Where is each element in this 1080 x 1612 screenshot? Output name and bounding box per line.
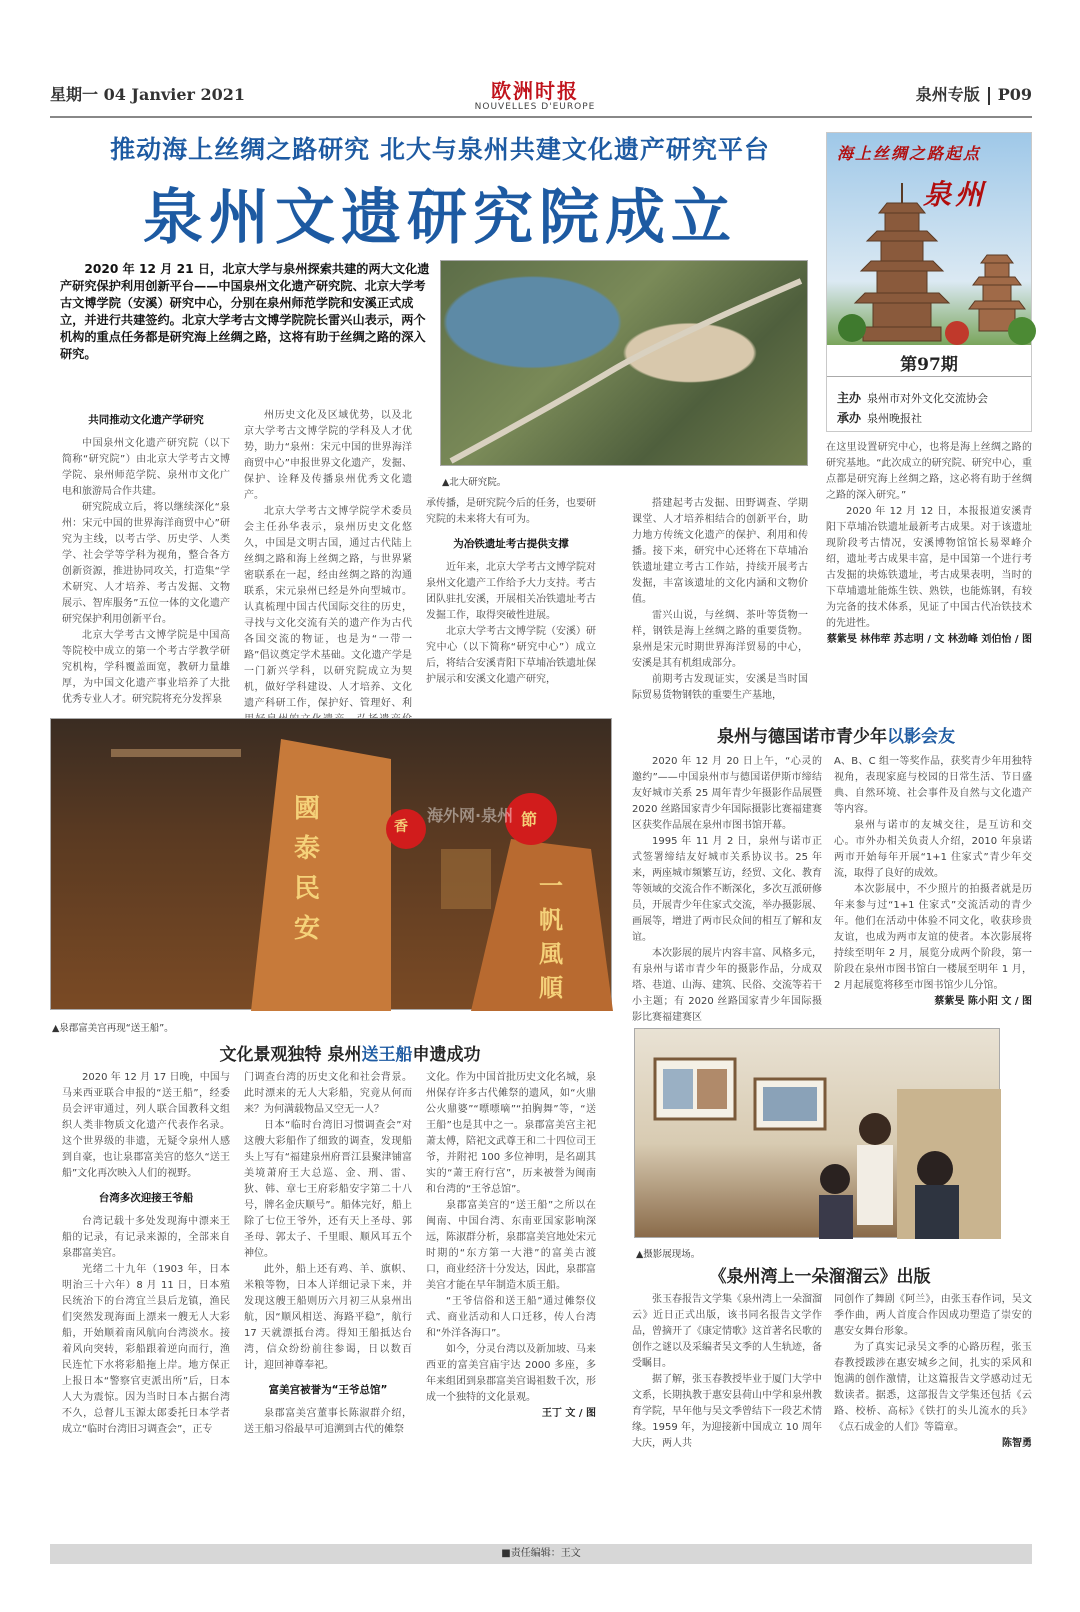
paragraph: 泉郡富美宫董事长陈淑群介绍，送王船习俗最早可追溯到古代的傩祭 bbox=[244, 1408, 412, 1435]
host-name: 泉州市对外文化交流协会 bbox=[867, 392, 989, 405]
pagoda-poster bbox=[827, 133, 1031, 345]
article2-subtitle-1: 台湾多次迎接王爷船 bbox=[98, 1192, 194, 1204]
paragraph: 门调查台湾的历史文化和社会背景。此时漂来的无人大彩船，究竟从何而来？为何满载物品又空无一人？ bbox=[244, 1072, 412, 1115]
article4-title: 《泉州湾上一朵溜溜云》出版 bbox=[709, 1267, 931, 1287]
paragraph: 2020 年 12 月 20 日上午，“心灵的邀约”——中国泉州市与德国诺伊斯市缔结友好城市关系 25 周年青少年摄影作品展暨 2020 丝路国家青少年国际摄影比赛福建赛区获奖作品展在泉州市图书馆开幕。 bbox=[632, 756, 822, 831]
article4-byline: 陈智勇 bbox=[1002, 1438, 1032, 1449]
article2-column-1 bbox=[62, 1070, 230, 1540]
host-line bbox=[837, 389, 988, 406]
article1-subtitle-1: 共同推动文化遗产学研究 bbox=[88, 414, 204, 426]
article1-column-1 bbox=[62, 404, 230, 722]
paragraph: 张玉春报告文学集《泉州湾上一朵溜溜云》近日正式出版，该书同名报告文学作品，曾摘开了《康定情歌》这首著名民歌的创作之谜以及采编者吴文季的人生轨迹，备受瞩目。 bbox=[632, 1294, 822, 1369]
paragraph: 1995 年 11 月 2 日，泉州与诺市正式签署缔结友好城市关系协议书。25 年来，两座城市频繁互访，经贸、文化、教育等领域的交流合作不断深化，多次互派研修员，开展青少年住家式交流，举办摄影展、画展等，增进了两市民众间的相互了解和友谊。 bbox=[632, 836, 822, 943]
paragraph: 为了真实记录吴文季的心路历程，张玉春教授跋涉在惠安城乡之间，扎实的采风和饱满的创作激情，让这篇报告文学感动过无数读者。据悉，这部报告文学集还包括《云路、校桥、高标》《铁打的头儿流水的兵》《点石成金的人们》等篇章。 bbox=[834, 1342, 1032, 1433]
paragraph: 雷兴山说，与丝绸、茶叶等货物一样，钢铁是海上丝绸之路的重要货物。泉州是宋元时期世界海洋贸易的中心，安溪是其有机组成部分。 bbox=[632, 610, 808, 669]
article3-byline: 蔡紫旻 陈小阳 文 / 图 bbox=[934, 996, 1032, 1007]
poster-slogan: 海上丝绸之路起点 bbox=[837, 144, 982, 163]
paragraph: “王爷信俗和送王船”通过傩祭仪式、商业活动和人口迁移，传人台湾和“外洋各海口”。 bbox=[426, 1296, 596, 1339]
banner-guotai-minan: 國泰民安 bbox=[293, 794, 320, 944]
article1-column-3 bbox=[426, 496, 596, 722]
watermark: 海外网·泉州 bbox=[427, 806, 514, 825]
header-divider bbox=[988, 87, 990, 105]
paragraph: 承传播，是研究院今后的任务，也要研究院的未来将大有可为。 bbox=[426, 498, 596, 525]
article3-title-highlight: 以影会友 bbox=[887, 727, 955, 747]
paragraph: 泉州与诺市的友城交往，是互访和交心。市外办相关负责人介绍，2010 年泉诺两市开始每年开展“1+1 住家式”青少年交流，取得了良好的成效。 bbox=[834, 820, 1032, 879]
article1-subtitle-2: 为冶铁遗址考古提供支撑 bbox=[453, 538, 569, 550]
aerial-road bbox=[441, 261, 809, 467]
issue-number: 第97期 bbox=[827, 347, 1031, 377]
paragraph: A、B、C 组一等奖作品，获奖青少年用独特视角，表现家庭与校园的日常生活、节日盛典、自然环境、社会事件及自然与文化遗产等内容。 bbox=[834, 756, 1032, 815]
article2-column-3 bbox=[426, 1070, 596, 1540]
paragraph: 2020 年 12 月 17 日晚，中国与马来西亚联合申报的“送王船”，经委员会评审通过，列人联合国教科文组织人类非物质文化遗产代表作名录。这个世界级的非遗，无疑令泉州人感到自豪，也让泉郡富美宫的悠久“送王船”文化再次映入人们的视野。 bbox=[62, 1072, 230, 1179]
paragraph: 在这里设置研究中心，也将是海上丝绸之路的研究基地。“此次成立的研究院、研究中心，重点都是研究海上丝绸之路，这必将有助于丝绸之路的深入研究。” bbox=[826, 442, 1032, 501]
masthead-french: NOUVELLES D'EUROPE bbox=[474, 102, 596, 112]
masthead-chinese: 欧洲时报 bbox=[491, 79, 579, 103]
photo-caption-institute: ▲北大研究院。 bbox=[442, 477, 507, 488]
article-lead: 2020 年 12 月 21 日，北京大学与泉州探索共建的两大文化遗产研究保护利用创新平台——中国泉州文化遗产研究院、北京大学考古文博学院（安溪）研究中心，分别在泉州师范学院和安溪正式成立，并进行共建签约。北京大学考古文博学院院长雷兴山表示，两个机构的重点任务都是研究海上丝绸之路，这将有助于丝绸之路的深入研究。 bbox=[60, 262, 430, 361]
article-headline: 泉州文遗研究院成立 bbox=[143, 183, 737, 253]
masthead-logo bbox=[460, 80, 610, 112]
organizer-line bbox=[837, 409, 922, 426]
photo-send-king-boat bbox=[50, 718, 612, 1010]
photo-exhibition bbox=[634, 1028, 1000, 1238]
aerial-photo-research-institute bbox=[440, 260, 808, 466]
paragraph: 如今，分灵台湾以及新加坡、马来西亚的富美宫庙宇达 2000 多座，多年来组团到泉郡富美宫谒祖数千次，形成一个独特的文化景观。 bbox=[426, 1344, 596, 1403]
paragraph: 本次影展的展片内容丰富、风格多元，有泉州与诺市青少年的摄影作品，分成双塔、巷道、山海、建筑、民俗、交流等若干小主题；有 2020 丝路国家青少年国际摄影比赛福建赛区 bbox=[632, 948, 822, 1023]
paragraph: 此外，船上还有鸡、羊、旗帜、米粮等物，日本人详细记录下来，并发现这艘王船则历六月初三从泉州出航，因“顺风相送、海路平稳”，航行 17 天就漂抵台湾。得知王船抵达台湾，信众纷纷前往参谒，日以数百计，迎回神尊奉祀。 bbox=[244, 1264, 412, 1371]
paragraph: 搭建起考古发掘、田野调查、学期课堂、人才培养相结合的创新平台，助力地方传统文化遗产的保护、利用和传播。接下来，研究中心还将在下草埔冶铁遗址建立考古工作站，持续开展考古发掘，丰富该遗址的文化内涵和文物价值。 bbox=[632, 498, 808, 605]
newspaper-page bbox=[50, 74, 1032, 1559]
article-subheadline: 推动海上丝绸之路研究 北大与泉州共建文化遗产研究平台 bbox=[110, 135, 770, 164]
article2-title-part1: 文化景观独特 泉州 bbox=[219, 1045, 362, 1065]
paragraph: 州历史文化及区域优势，以及北京大学考古文博学院的学科及人才优势，助力“泉州：宋元中国的世界海洋商贸中心”申报世界文化遗产，发掘、保护、诠释及传播泉州优秀文化遗产。 bbox=[244, 410, 412, 501]
festival-scene bbox=[51, 719, 613, 1011]
section-name: 泉州专版 bbox=[915, 85, 980, 104]
article1-column-2 bbox=[244, 408, 412, 722]
page-number: P09 bbox=[997, 85, 1032, 104]
host-label: 主办 bbox=[837, 391, 862, 405]
article2-title-highlight: 送王船 bbox=[361, 1045, 413, 1065]
paragraph: 同创作了舞剧《阿兰》，由张玉春作词，吴文季作曲，两人首度合作因成功塑造了崇安的惠安女舞台形象。 bbox=[834, 1294, 1032, 1337]
issue-date: 星期一 04 Janvier 2021 bbox=[50, 85, 246, 104]
paragraph: 光绪二十九年（1903 年，日本明治三十六年）8 月 11 日，日本殖民统治下的台湾宜兰县后龙镇，渔民们突然发现海面上漂来一艘无人大彩船，开始顺着南风航向台湾淡水。接着风向突转，彩船跟着逆向而行，渔民连忙下水将彩船拖上岸。地方保正上报日本“警察官吏派出所”后，日本人大为震惊。因为当时日本占据台湾不久，总督儿玉源太郎委托日本学者成立“临时台湾旧习调查会”，正专 bbox=[62, 1264, 230, 1435]
organizer-name: 泉州晚报社 bbox=[867, 412, 923, 425]
paragraph: 中国泉州文化遗产研究院（以下简称“研究院”）由北京大学考古文博学院、泉州师范学院、泉州市文化广电和旅游局合作共建。 bbox=[62, 438, 230, 497]
page-header bbox=[50, 74, 1032, 118]
paragraph: 2020 年 12 月 12 日，本报报道安溪青阳下草埔冶铁遗址最新考古成果。对于该遗址现阶段考古情况，安溪博物馆馆长易翠峰介绍，遗址考古成果丰富，是中国第一个进行考古发掘的块炼铁遗址，考古成果表明，当时的下草埔遗址能炼生铁、熟铁，也能炼钢，有较为完备的技术体系，见证了中国古代冶铁技术的先进性。 bbox=[826, 506, 1032, 629]
paragraph: 泉郡富美宫的“送王船”之所以在闽南、中国台湾、东南亚国家影响深远，陈淑群分析，泉郡富美宫地处宋元时期的“东方第一大港”的富美古渡口，商业经济十分发达，因此，泉郡富美宫才能在早年制造木质王船。 bbox=[426, 1200, 596, 1291]
paragraph: 研究院成立后，将以继续深化“泉州：宋元中国的世界海洋商贸中心”研究为主线，以考古学、历史学、人类学、社会学等学科为视角，整合各方创新资源，推进协同攻关，打造集“学术研究、人才培养、考古发掘、文物展示、智库服务”五位一体的文化遗产研究保护利用创新平台。 bbox=[62, 502, 230, 625]
photo-caption-king-boat: ▲泉郡富美宫再现“送王船”。 bbox=[52, 1023, 174, 1034]
banner-yifan-fengshun: 一帆風順 bbox=[539, 871, 563, 1002]
article3-title-part1: 泉州与德国诺市青少年 bbox=[717, 727, 887, 747]
special-edition-box bbox=[826, 132, 1032, 432]
pagoda-illustration bbox=[827, 133, 1031, 345]
paragraph: 日本“临时台湾旧习惯调查会”对这艘大彩船作了细致的调查，发现船头上写有“福建泉州府晋江县聚津铺富美境萧府王大总巡、金、刑、雷、狄、韩、章七王府彩船安字第二十八号，牌名金庆顺号”。船体完好，船上除了七位王爷外，还有天上圣母、郭圣母、郭太子、千里眼、顺风耳五个神位。 bbox=[244, 1120, 412, 1259]
paragraph: 近年来，北京大学考古文博学院对泉州文化遗产工作给予大力支持。考古团队驻扎安溪，开展相关冶铁遗址考古发掘工作，取得突破性进展。 bbox=[426, 562, 596, 621]
article3-title bbox=[640, 722, 1032, 747]
paragraph: 文化。作为中国首批历史文化名城，泉州保存许多古代傩祭的遗风，如“火鼎公火鼎婆”“嘌嘌嘀”“拍胸舞”等，“送王船”也是其中之一。泉郡富美宫主祀萧太傅，陪祀文武尊王和二十四位司王爷，并附祀 100 多位神明，是名副其实的“萧王府行宫”，历来被誉为闽南和台湾的“王爷总馆”。 bbox=[426, 1072, 596, 1195]
lantern-right: 節 bbox=[521, 810, 538, 829]
article2-title-part2: 申遗成功 bbox=[412, 1045, 481, 1065]
article2-title bbox=[170, 1040, 530, 1065]
article2-subtitle-2: 富美宫被誉为“王爷总馆” bbox=[268, 1384, 388, 1396]
paragraph: 北京大学考古文博学院学术委员会主任孙华表示，泉州历史文化悠久，中国是文明古国，通过古代陆上丝绸之路和海上丝绸之路，与世界紧密联系在一起，经由丝绸之路的沟通联系，宋元泉州已经是外向型城市。认真梳理中国古代国际交往的历史，寻找与文化交流有关的遗产作为古代各国交流的物证，也是为“一带一路”倡议奠定学术基础。文化遗产学是一门新兴学科，以研究院成立为契机，做好学科建设、人才培养、文化遗产科研工作，保护好、管理好、利 bbox=[244, 506, 412, 709]
paragraph: 北京大学考古文博学院（安溪）研究中心（以下简称“研究中心”）成立后，将结合安溪青阳下草埔冶铁遗址保护展示和安溪文化遗产研究， bbox=[426, 626, 596, 685]
article4-column-1 bbox=[632, 1292, 822, 1538]
page-footer: ■责任编辑：王文 bbox=[50, 1544, 1032, 1564]
photo-caption-exhibition: ▲摄影展现场。 bbox=[636, 1249, 701, 1260]
lantern-left: 香 bbox=[394, 819, 408, 835]
article1-byline: 蔡紫旻 林伟荦 苏志明 / 文 林劲峰 刘伯怡 / 图 bbox=[826, 634, 1032, 645]
paragraph: 北京大学考古文博学院是中国高等院校中成立的第一个考古学教学研究机构，学科覆盖面宽，教研力量雄厚，为中国文化遗产事业培养了大批优秀专业人才。研究院将充分发挥泉 bbox=[62, 630, 230, 705]
article2-column-2 bbox=[244, 1070, 412, 1540]
article3-column-1 bbox=[632, 754, 822, 1030]
poster-city: 泉州 bbox=[923, 178, 988, 211]
article1-column-5 bbox=[826, 440, 1032, 690]
article1-column-4 bbox=[632, 496, 808, 722]
paragraph: 据了解，张玉春教授毕业于厦门大学中文系，长期执教于惠安县荷山中学和泉州教育学院，早年他与吴文季曾结下一段艺术情缘。1959 年，为迎接新中国成立 10 周年大庆，两人共 bbox=[632, 1374, 822, 1449]
organizer-label: 承办 bbox=[837, 411, 862, 425]
paragraph: 台湾记载十多处发现海中漂来王船的记录，有记录来源的，全部来自泉郡富美宫。 bbox=[62, 1216, 230, 1259]
paragraph: 本次影展中，不少照片的拍摄者就是历年来参与过“1+1 住家式”交流活动的青少年。他们在活动中体验不同文化，收获珍贵友谊，也成为两市友谊的使者。本次影展将持续至明年 2 月，展览分成两个阶段，第一阶段在泉州市图书馆白一楼展至明年 1 月，2 月起展览将移至市图书馆少儿分馆。 bbox=[834, 884, 1032, 991]
article2-byline: 王丁 文 / 图 bbox=[541, 1408, 596, 1419]
paragraph: 前期考古发现证实，安溪是当时国际贸易货物钢铁的重要生产基地， bbox=[632, 674, 808, 701]
article3-column-2 bbox=[834, 754, 1032, 1030]
section-label bbox=[916, 82, 1032, 105]
exhibition-scene bbox=[635, 1029, 1001, 1239]
article4-column-2 bbox=[834, 1292, 1032, 1538]
